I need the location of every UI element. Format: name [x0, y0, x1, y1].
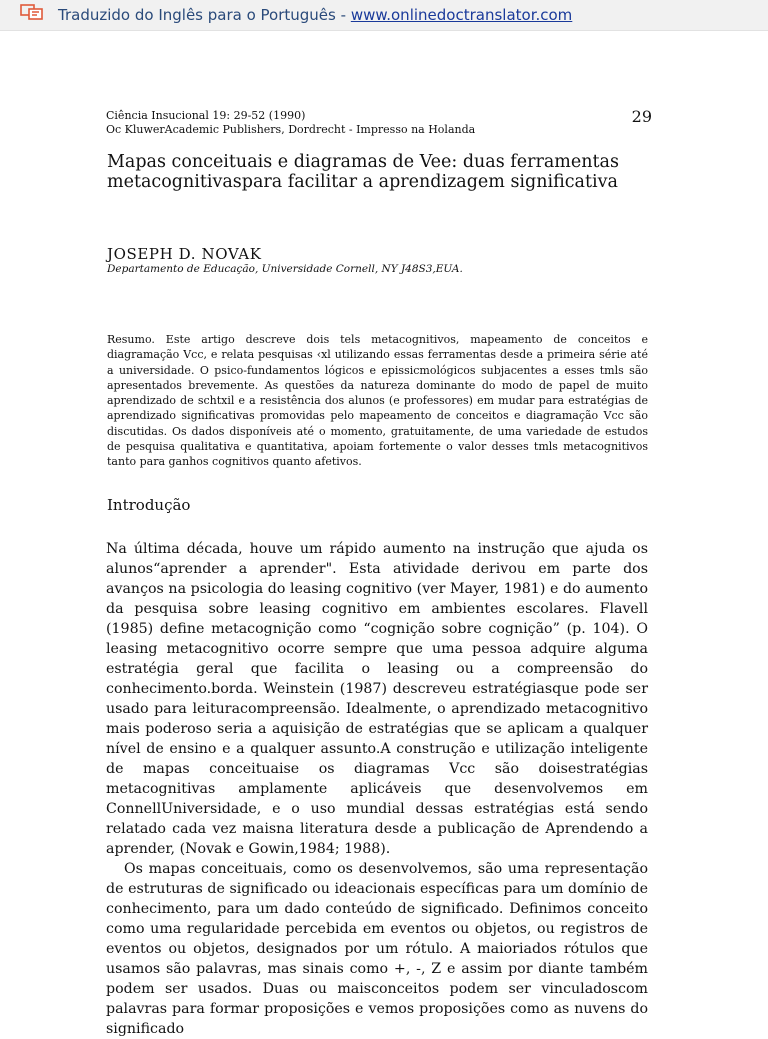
author-name: JOSEPH D. NOVAK: [107, 245, 262, 263]
body-text: [106, 539, 648, 1039]
banner-text: [58, 6, 572, 24]
translate-icon: [20, 3, 44, 21]
article-title: [107, 152, 667, 192]
journal-line: Ciência Insucional 19: 29-52 (1990): [106, 109, 306, 122]
paragraph-2: Os mapas conceituais, como os desenvolvemos, são uma representação de estruturas de significado ou ideacionais específicas para um domínio de conhecimento, para um dado conteúdo de significado. Definimos conceito como uma regularidade percebida em eventos ou objetos, ou registros de eventos ou objetos, designados por um rótulo. A maioriados rótulos que usamos são palavras, mas sinais como +, -, Z e assim por diante também podem ser usados. Duas ou maisconceitos podem ser vinculadoscom palavras para formar proposições e vemos proposições como as nuvens do significado: [106, 861, 648, 1037]
title-line-1: Mapas conceituais e diagramas de Vee: duas ferramentas: [107, 152, 619, 172]
journal-meta: [106, 109, 475, 137]
title-line-2: metacognitivaspara facilitar a aprendizagem significativa: [107, 172, 618, 192]
publisher-line: Oc KluwerAcademic Publishers, Dordrecht - Impresso na Holanda: [106, 123, 476, 136]
translation-banner: [0, 0, 768, 31]
translator-link[interactable]: www.onlinedoctranslator.com: [350, 6, 573, 24]
abstract: Resumo. Este artigo descreve dois tels metacognitivos, mapeamento de conceitos e diagramação Vcc, e relata pesquisas ‹xl utilizando essas ferramentas desde a primeira série até a universidade. O psico-fundamentos lógicos e epissicmológicos subjacentes a esses tmls são apresentados brevemente. As questões da natureza dominante do modo de papel de muito aprendizado de schtxil e a resistência dos alunos (e professores) em mudar para estratégias de aprendizado significativas promovidas pelo mapeamento de conceitos e diagramação Vcc são discutidas. Os dados disponíveis até o momento, gratuitamente, de uma variedade de estudos de pesquisa qualitativa e quantitativa, apoiam fortemente o valor desses tmls metacognitivos tanto para ganhos cognitivos quanto afetivos.: [107, 333, 648, 469]
paragraph-1: Na última década, houve um rápido aumento na instrução que ajuda os alunos“aprender a aprender". Esta atividade derivou em parte dos avanços na psicologia do leasing cognitivo (ver Mayer, 1981) e do aumento da pesquisa sobre leasing cognitivo em ambientes escolares. Flavell (1985) define metacognição como “cognição sobre cognição” (p. 104). O leasing metacognitivo ocorre sempre que uma pessoa adquire alguma estratégia geral que facilita o leasing ou a compreensão do conhecimento.borda. Weinstein (1987) descreveu estratégiasque pode ser usado para leituracompreensão. Idealmente, o aprendizado metacognitivo mais poderoso seria a aquisição de estratégias que se aplicam a qualquer nível de ensino e a qualquer assunto.A construção e utilização inteligente de mapas conceituaise os diagramas Vcc são doisestratégias metacognitivas amplamente aplicáveis que desenvolvemos em ConnellUniversidade, e o uso mundial dessas estratégias está sendo relatado cada vez maisna literatura desde a publicação de Aprendendo a aprender, (Novak e Gowin,1984; 1988).: [106, 541, 648, 857]
page-number: 29: [631, 107, 652, 126]
banner-prefix: Traduzido do Inglês para o Português -: [58, 6, 351, 24]
section-heading: Introdução: [107, 496, 191, 514]
author-affiliation: Departamento de Educação, Universidade Cornell, NY J48S3,EUA.: [107, 263, 463, 275]
